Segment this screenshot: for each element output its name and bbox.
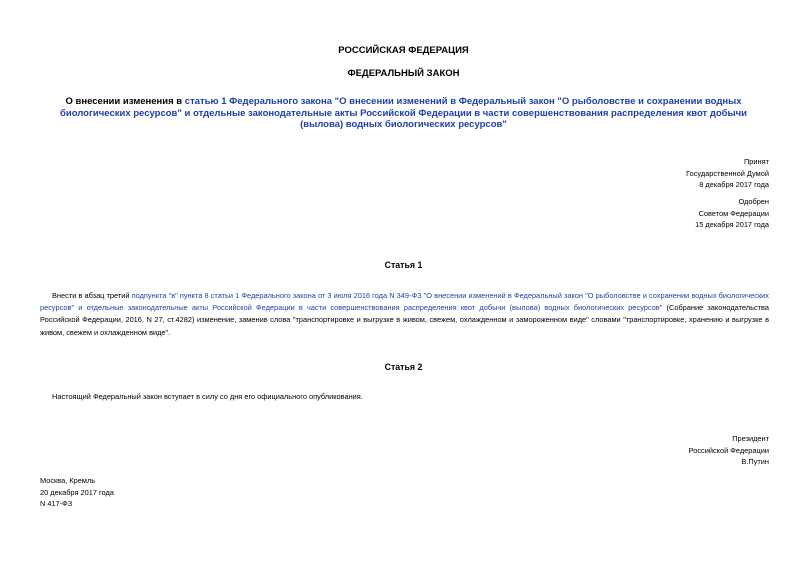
- adopted-label: Принят: [743, 157, 769, 166]
- signature-block: [689, 433, 769, 468]
- footer-place: Москва, Кремль: [40, 476, 96, 485]
- article-2-text: Настоящий Федеральный закон вступает в силу со дня его официального опубликования.: [52, 392, 363, 401]
- law-title-prefix: О внесении изменения в: [65, 96, 185, 107]
- article-2-title: Статья 2: [384, 362, 423, 372]
- approved-by: Советом Федерации: [698, 208, 769, 218]
- adopted-date: 8 декабря 2017 года: [699, 180, 769, 189]
- article-1-suffix: (Собрание законодательства Российской Федерации, 2016, N 27, ст.4282) изменение, заменив слова "транспортировке и выгрузке в живом, свежем, охлажденном и замороженном виде" словами "транспортировке, хранению и выгрузке в живом, свежем и охлажденном виде".: [40, 303, 769, 337]
- signature-name: В.Путин: [741, 457, 769, 466]
- article-1-link[interactable]: подпункта "в" пункта 8 статьи 1 Федерального закона от 3 июля 2016 года N 349-ФЗ "О внесении изменений в Федеральный закон "О рыболовстве и сохранении водных биологических ресурсов" и отдельные законодательные акты Российской Федерации в части совершенствования распределения квот добычи (вылова) водных биологических ресурсов": [40, 291, 769, 313]
- adopted-by: Государственной Думой: [686, 168, 769, 178]
- approval-block: [695, 196, 769, 231]
- country-heading: РОССИЙСКАЯ ФЕДЕРАЦИЯ: [338, 45, 469, 56]
- doc-type-heading: ФЕДЕРАЛЬНЫЙ ЗАКОН: [347, 68, 460, 79]
- footer-number: N 417-ФЗ: [40, 499, 73, 508]
- approved-date: 15 декабря 2017 года: [695, 220, 769, 229]
- article-1-prefix: Внести в абзац третий: [52, 291, 132, 300]
- adoption-block: [686, 156, 769, 191]
- law-title: [40, 96, 767, 131]
- footer-block: [40, 475, 114, 510]
- footer-date: 20 декабря 2017 года: [40, 487, 114, 497]
- approved-label: Одобрен: [738, 197, 769, 206]
- signature-title: Президент: [732, 434, 769, 443]
- law-title-link[interactable]: статью 1 Федерального закона "О внесении изменений в Федеральный закон "О рыболовстве и сохранении водных биологических ресурсов" и отдельные законодательные акты Российской Федерации в части совершенствования распределения квот добычи (вылова) водных биологических ресурсов": [59, 96, 747, 130]
- article-1-text: [40, 290, 769, 339]
- signature-country: Российской Федерации: [688, 445, 769, 455]
- article-1-title: Статья 1: [384, 260, 423, 270]
